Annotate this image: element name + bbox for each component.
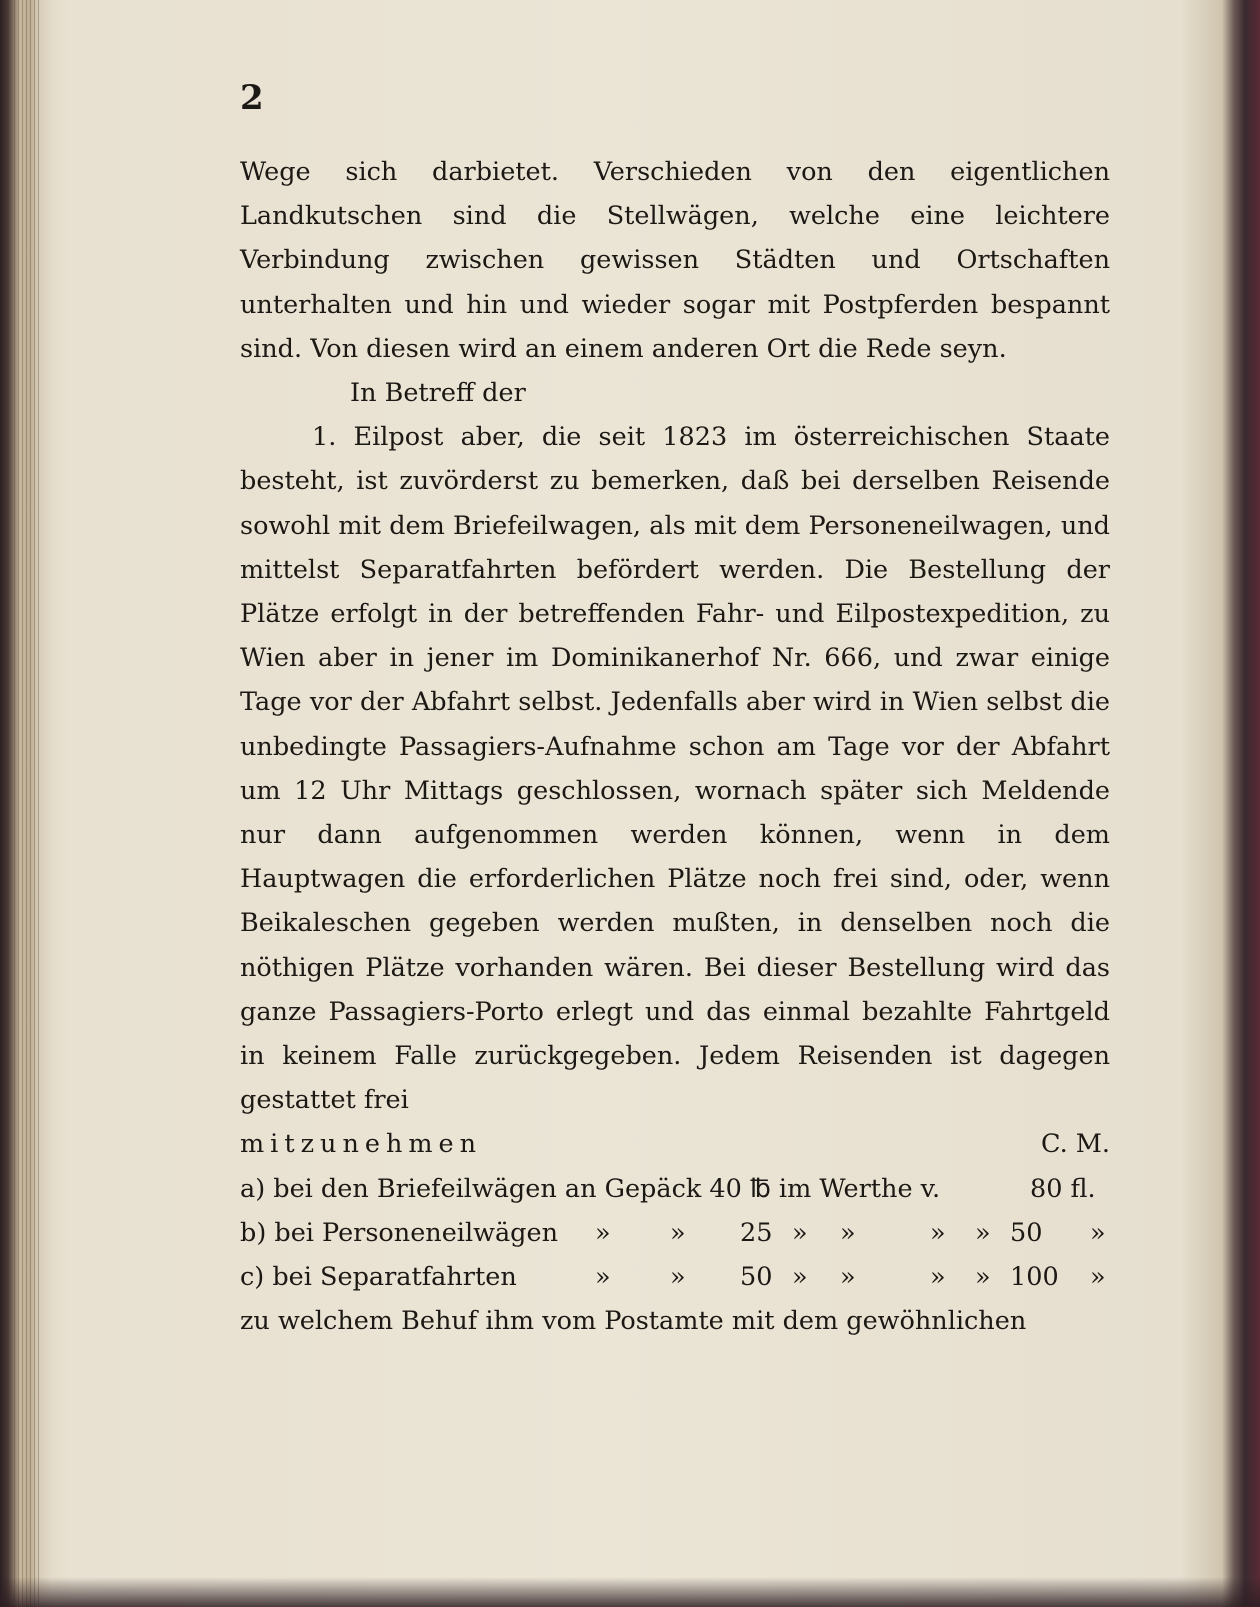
ditto-mark: » (840, 1217, 856, 1248)
row-label: b) bei Personeneilwägen (240, 1217, 558, 1248)
page-number: 2 (240, 78, 265, 118)
ditto-mark: » (1090, 1217, 1106, 1248)
paragraph-betreff: In Betreff der (350, 378, 526, 409)
table-row (240, 1167, 1110, 1211)
page-edges (14, 0, 40, 1607)
ditto-mark: » (840, 1262, 856, 1293)
mitzunehmen-line (240, 1122, 1110, 1166)
closing-line: zu welchem Behuf ihm vom Postamte mit dem gewöhnlichen (240, 1306, 1027, 1337)
paragraph-eilpost: 1. Eilpost aber, die seit 1823 im österreichischen Staate besteht, ist zuvörderst zu bemerken, daß bei derselben Reisende sowohl mit dem Briefeilwagen, als mit dem Personeneilwagen, und mittelst Separatfahrten befördert werden. Die Bestellung der Plätze erfolgt in der betreffenden Fahr- und Eilpostexpedition, zu Wien aber in jener im Dominikanerhof Nr. 666, und zwar einige Tage vor der Abfahrt selbst. Jedenfalls aber wird in Wien selbst die unbedingte Passagiers-Aufnahme schon am Tage vor der Abfahrt um 12 Uhr Mittags geschlossen, wornach später sich Meldende nur dann aufgenommen werden können, wenn in dem Hauptwagen die erforderlichen Plätze noch frei sind, oder, wenn Beikaleschen gegeben werden mußten, in denselben noch die nöthigen Plätze vorhanden wären. Bei dieser Bestellung wird das ganze Passagiers-Porto erlegt und das einmal bezahlte Fahrtgeld in keinem Falle zurückgegeben. Jedem Reisenden ist dagegen gestattet frei (240, 422, 1110, 1116)
currency-header: C. M. (1040, 1129, 1110, 1160)
ditto-mark: » (595, 1217, 611, 1248)
ditto-mark: » (792, 1262, 808, 1293)
ditto-mark: » (670, 1217, 686, 1248)
paragraph-stellwaegen: Wege sich darbietet. Verschieden von den eigentlichen Landkutschen sind die Stellwägen, welche eine leichtere Verbindung zwischen gewissen Städten und Ortschaften unterhalten und hin und wieder sogar mit Postpferden bespannt sind. Von diesen wird an einem anderen Ort die Rede seyn. (240, 157, 1110, 364)
ditto-mark: » (975, 1217, 991, 1248)
ditto-mark: » (930, 1217, 946, 1248)
row-value: 50 (1010, 1217, 1043, 1248)
bottom-shadow (0, 1577, 1260, 1607)
row-value: 100 (1010, 1262, 1059, 1293)
ditto-mark: » (792, 1217, 808, 1248)
body-text (240, 150, 1110, 1343)
baggage-table (240, 1167, 1110, 1300)
row-amount: 25 (740, 1217, 773, 1248)
ditto-mark: » (930, 1262, 946, 1293)
ditto-mark: » (595, 1262, 611, 1293)
row-label: c) bei Separatfahrten (240, 1262, 517, 1293)
row-amount: 50 (740, 1262, 773, 1293)
mitzunehmen-word: mitzunehmen (240, 1129, 483, 1160)
row-value: 80 fl. (1030, 1173, 1096, 1204)
table-row (240, 1211, 1110, 1255)
row-label: a) bei den Briefeilwägen an Gepäck 40 ℔ im Werthe v. (240, 1173, 941, 1204)
table-row (240, 1255, 1110, 1299)
ditto-mark: » (1090, 1262, 1106, 1293)
ditto-mark: » (975, 1262, 991, 1293)
ditto-mark: » (670, 1262, 686, 1293)
